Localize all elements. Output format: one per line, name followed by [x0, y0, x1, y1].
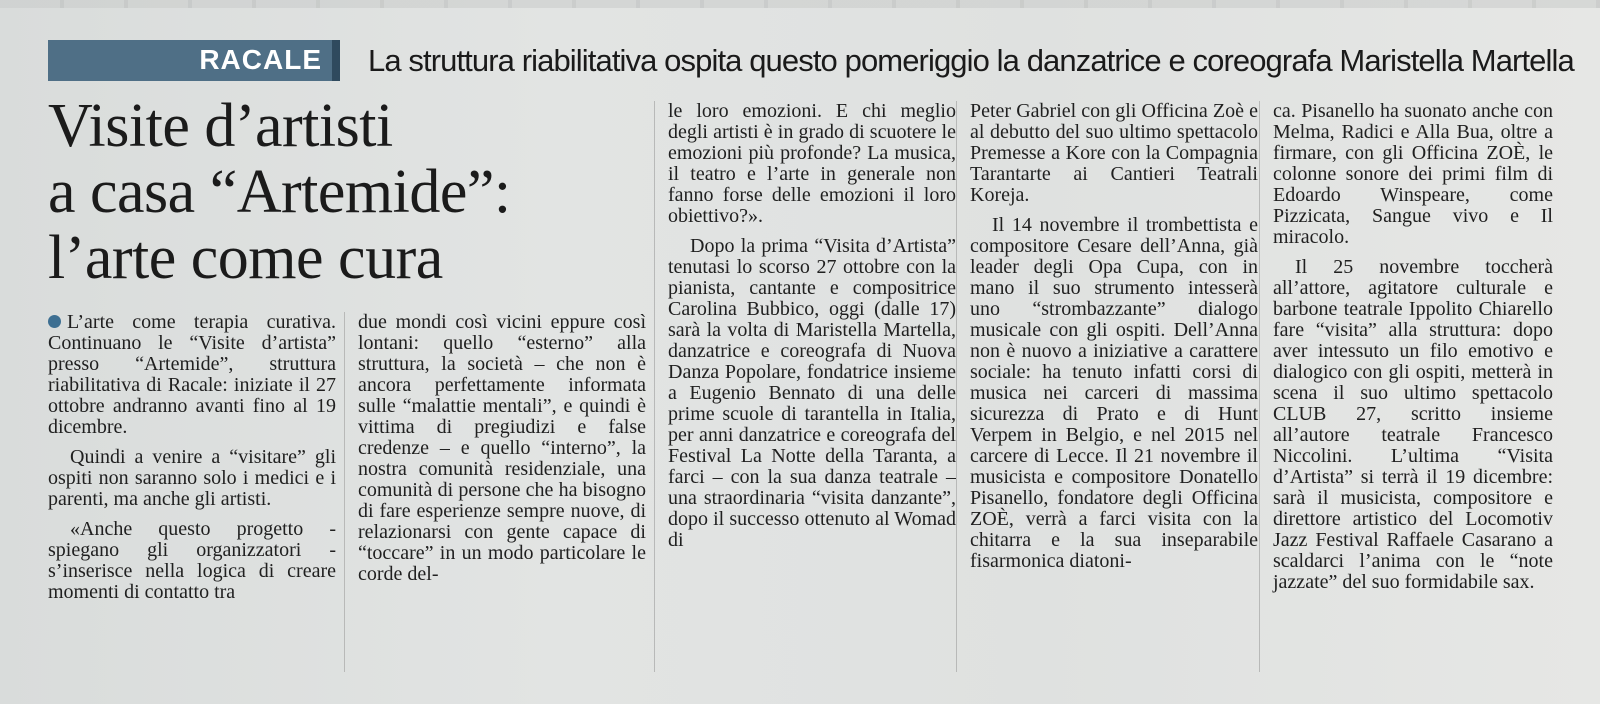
paragraph: Quindi a venire a “visitare” gli ospiti non saranno solo i medici e i parenti, ma anche gli artisti.	[48, 446, 336, 510]
paragraph: «Anche questo progetto - spiegano gli organizzatori - s’inserisce nella logica di creare momenti di contatto tra	[48, 518, 336, 603]
article-column-1	[48, 312, 336, 603]
paragraph: due mondi così vicini eppure così lontani: quello “esterno” alla struttura, la società – che non è ancora perfettamente informata sulle “malattie mentali”, e quindi è vittima di pregiudizi e false credenze – e quello “interno”, la nostra comunità residenziale, una comunità di persone che ha bisogno di fare esperienze sempre nuove, di relazionarsi con gente capace di “toccare” in un modo particolare le corde del-	[358, 311, 646, 585]
paragraph: Il 14 novembre il trombettista e compositore Cesare dell’Anna, già leader degli Opa Cupa, con in mano il suo strumento intesserà uno “strombazzante” dialogo musicale con gli ospiti. Dell’Anna non è nuovo a iniziative a carattere sociale: ha tenuto infatti corsi di musica nei carceri di massima sicurezza di Prato e di Hunt Verpem in Belgio, e nel 2015 nel carcere di Lecce. Il 21 novembre il musicista e compositore Donatello Pisanello, fondatore degli Officina ZOÈ, verrà a farci visita con la chitarra e la sua inseparabile fisarmonica diatoni-	[970, 214, 1258, 572]
column-divider	[1259, 101, 1260, 672]
section-kicker: RACALE	[199, 44, 322, 75]
article-column-5	[1273, 101, 1553, 593]
column-divider	[654, 101, 655, 672]
headline-line: l’arte come cura	[48, 224, 443, 292]
article-column-4	[970, 101, 1258, 572]
headline	[48, 93, 648, 291]
section-kicker-box	[48, 40, 340, 81]
article-column-3	[668, 101, 956, 551]
paragraph	[48, 312, 336, 438]
summary-line: La struttura riabilitativa ospita questo pomeriggio la danzatrice e coreografa Maristella Martella	[368, 43, 1574, 78]
column-divider	[956, 101, 957, 672]
paragraph: le loro emozioni. E chi meglio degli artisti è in grado di scuotere le emozioni più profonde? La musica, il teatro e l’arte in generale non fanno forse delle emozioni il loro obiettivo?».	[668, 100, 956, 227]
paragraph: Peter Gabriel con gli Officina Zoè e al debutto del suo ultimo spettacolo Premesse a Kore con la Compagnia Tarantarte ai Cantieri Teatrali Koreja.	[970, 100, 1258, 206]
column-divider	[344, 312, 345, 672]
headline-line: Visite d’artisti	[48, 92, 393, 160]
paragraph: ca. Pisanello ha suonato anche con Melma, Radici e Alla Bua, oltre a firmare, con gli Officina ZOÈ, le colonne sonore dei primi film di Edoardo Winspeare, come Pizzicata, Sangue vivo e Il miracolo.	[1273, 100, 1553, 248]
article-column-2	[358, 312, 646, 585]
paragraph: Il 25 novembre toccherà all’attore, agitatore culturale e barbone teatrale Ippolito Chiarello fare “visita” alla struttura: dopo aver intessuto un filo emotivo e dialogico con gli ospiti, metterà in scena il suo ultimo spettacolo CLUB 27, scritto insieme all’autore teatrale Francesco Niccolini. L’ultima “Visita d’Artista” si terrà il 19 dicembre: sarà il musicista, compositore e direttore artistico del Locomotiv Jazz Festival Raffaele Casarano a scaldarci l’anima con le “note jazzate” del suo formidabile sax.	[1273, 256, 1553, 593]
headline-line: a casa “Artemide”:	[48, 158, 511, 226]
bullet-icon	[48, 315, 61, 328]
paragraph: Dopo la prima “Visita d’Artista” tenutasi lo scorso 27 ottobre con la pianista, cantante e compositrice Carolina Bubbico, oggi (dalle 17) sarà la volta di Maristella Martella, danzatrice e coreografa di Nuova Danza Popolare, fondatrice insieme a Eugenio Bennato di una delle prime scuole di tarantella in Italia, per anni danzatrice e coreografa del Festival La Notte della Taranta, a farci – con la sua danza teatrale – una straordinaria “visita danzante”, dopo il successo ottenuto al Womad di	[668, 235, 956, 551]
paragraph-text: L’arte come terapia curativa. Continuano le “Visite d’artista” presso “Artemide”, struttura riabilitativa di Racale: iniziate il 27 ottobre andranno avanti fino al 19 dicembre.	[48, 311, 336, 438]
